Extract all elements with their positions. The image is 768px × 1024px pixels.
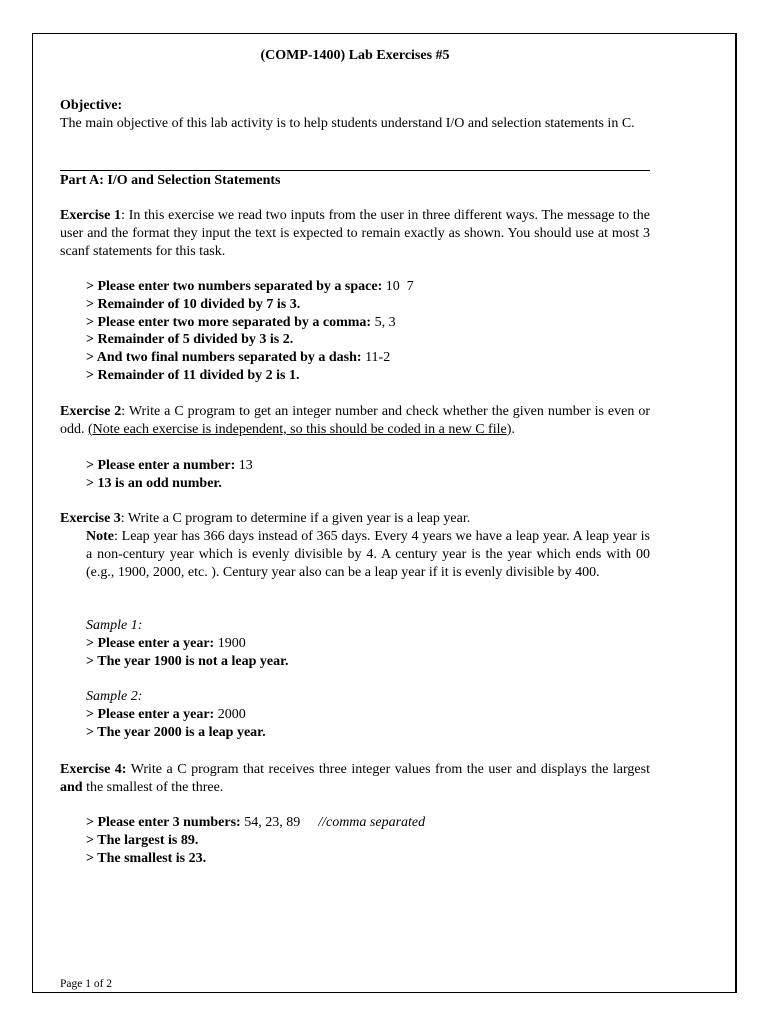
exercise-1-description	[60, 207, 650, 260]
io-line: > And two final numbers separated by a dash: 11-2	[86, 350, 391, 366]
exercise-4-description: Exercise 4: Write a C program that receives three integer values from the user and displays the largest and the smallest of the three.	[60, 762, 650, 795]
note-text: : Leap year has 366 days instead of 365 days. Every 4 years we have a leap year. A leap year is a non-century year which is evenly divisible by 4. A century year is the year which ends with 00 (e.g., 1900, 2000, etc. ). Century year also can be a leap year if it is evenly divisible by 400.	[86, 529, 650, 580]
io-line: > The smallest is 23.	[86, 850, 207, 866]
exercise-2-note: (Note each exercise is independent, so this should be coded in a new C file)	[88, 421, 512, 437]
io-line: > The year 1900 is not a leap year.	[86, 653, 289, 669]
document-title: (COMP-1400) Lab Exercises #5	[260, 48, 450, 63]
exercise-3-label: Exercise 3	[60, 511, 121, 526]
io-line: > Please enter 3 numbers: 54, 23, 89 //comma separated	[86, 815, 426, 830]
exercise-1-text: : In this exercise we read two inputs from the user in three different ways. The message to the user and the format they input the text is expected to remain exactly as shown. You should use at most 3 scanf statements for this task.	[60, 208, 650, 259]
io-line: > 13 is an odd number.	[86, 475, 222, 491]
exercise-3-sample-1	[60, 617, 676, 670]
exercise-3-description	[60, 510, 650, 528]
io-comment: //comma separated	[318, 815, 426, 830]
exercise-2-sample-io	[60, 457, 676, 493]
part-a-heading-text: Part A: I/O and Selection Statements	[60, 173, 281, 188]
exercise-1-label: Exercise 1	[60, 208, 122, 223]
exercise-3-sample-2	[60, 688, 676, 741]
part-a-heading	[60, 172, 650, 190]
io-line: > Remainder of 11 divided by 2 is 1.	[86, 367, 300, 383]
objective-text: The main objective of this lab activity is to help students understand I/O and selection statements in C.	[60, 115, 635, 131]
sample-2-label: Sample 2:	[86, 689, 143, 704]
exercise-4-label: Exercise 4:	[60, 762, 127, 777]
io-line: > Remainder of 10 divided by 7 is 3.	[86, 296, 301, 312]
exercise-3-text: : Write a C program to determine if a given year is a leap year.	[120, 511, 471, 526]
io-line: > Please enter a number: 13	[86, 458, 253, 473]
io-line: > The year 2000 is a leap year.	[86, 724, 266, 740]
io-line: > Please enter a year: 2000	[86, 706, 246, 722]
io-line: > Please enter two more separated by a comma: 5, 3	[86, 314, 396, 330]
section-divider	[60, 170, 650, 171]
io-line: > Remainder of 5 divided by 3 is 2.	[86, 332, 294, 348]
io-line: > The largest is 89.	[86, 832, 199, 848]
objective-heading: Objective:	[60, 98, 123, 113]
exercise-3-note	[60, 528, 650, 581]
exercise-2-label: Exercise 2	[60, 404, 122, 419]
exercise-2-description: Exercise 2: Write a C program to get an integer number and check whether the given number is even or odd. (Note each exercise is independent, so this should be coded in a new C file).	[60, 404, 650, 437]
page-footer: Page 1 of 2	[60, 978, 113, 990]
exercise-2-text: : Write a C program to get an integer number and check whether the given number is even or odd.	[60, 404, 650, 437]
exercise-1-sample-io	[60, 278, 676, 385]
io-line: > Please enter two numbers separated by a space: 10 7	[86, 279, 414, 294]
objective-section	[60, 97, 650, 133]
exercise-4-sample-io	[60, 814, 676, 867]
note-label: Note	[86, 529, 114, 544]
document-page	[32, 33, 737, 993]
io-line: > Please enter a year: 1900	[86, 635, 246, 651]
sample-1-label: Sample 1:	[86, 618, 143, 633]
